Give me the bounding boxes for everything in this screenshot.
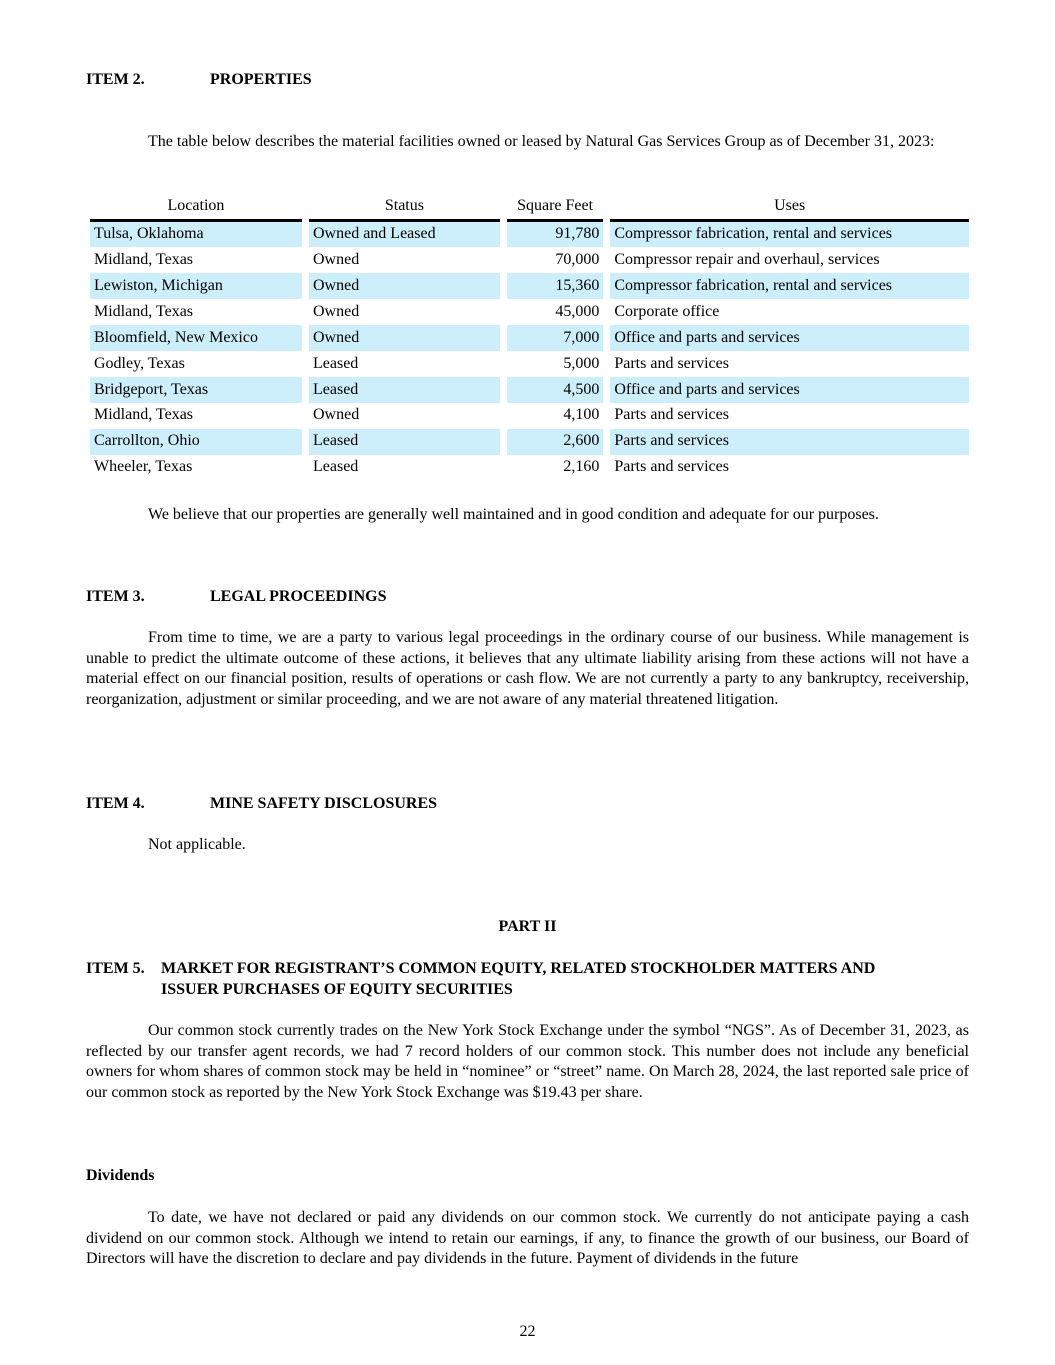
properties-table: [90, 196, 969, 481]
cell-square-feet: 2,600: [507, 429, 603, 455]
cell-status: Leased: [312, 458, 359, 476]
cell-uses: Office and parts and services: [610, 325, 969, 351]
item5-title-line1: MARKET FOR REGISTRANT’S COMMON EQUITY, RELATED STOCKHOLDER MATTERS AND: [161, 960, 876, 977]
header-location: Location: [90, 196, 302, 222]
cell-square-feet: 7,000: [507, 325, 603, 351]
cell-location: Carrollton, Ohio: [90, 429, 302, 455]
table-row: [90, 222, 969, 248]
table-row: [90, 403, 969, 429]
cell-square-feet: 4,100: [563, 406, 600, 424]
cell-uses: Compressor repair and overhaul, services: [614, 251, 880, 269]
cell-status: Owned: [309, 273, 500, 299]
item3-title: LEGAL PROCEEDINGS: [210, 588, 387, 605]
cell-location: Tulsa, Oklahoma: [90, 222, 302, 248]
cell-location: Bloomfield, New Mexico: [90, 325, 302, 351]
item3-number: ITEM 3.: [86, 588, 145, 605]
cell-uses: Office and parts and services: [610, 377, 969, 403]
cell-uses: Corporate office: [614, 302, 720, 320]
cell-location: Wheeler, Texas: [94, 458, 193, 476]
cell-location: Midland, Texas: [94, 251, 194, 269]
table-row: [90, 299, 969, 325]
item4-heading: [86, 794, 437, 815]
cell-uses: Compressor fabrication, rental and services: [610, 222, 969, 248]
dividends-body: To date, we have not declared or paid any dividends on our common stock. We currently do not anticipate paying a cash dividend on our common stock. Although we intend to retain our earnings, if any, to finance the growth of our business, our Board of Directors will have the discretion to declare and pay dividends in the future. Payment of dividends in the future: [86, 1209, 969, 1268]
cell-uses: Compressor fabrication, rental and services: [610, 273, 969, 299]
cell-location: Lewiston, Michigan: [90, 273, 302, 299]
item5-number: ITEM 5.: [86, 960, 145, 977]
item4-body: Not applicable.: [148, 836, 246, 853]
table-row: [90, 247, 969, 273]
table-row: [90, 455, 969, 481]
cell-status: Leased: [312, 354, 359, 372]
cell-status: Owned: [312, 406, 360, 424]
cell-uses: Parts and services: [610, 429, 969, 455]
cell-square-feet: 45,000: [555, 302, 600, 320]
item2-closing: We believe that our properties are generally well maintained and in good condition and adequate for our purposes.: [148, 506, 879, 523]
cell-location: Godley, Texas: [94, 354, 185, 372]
item2-number: ITEM 2.: [86, 71, 145, 88]
cell-location: Midland, Texas: [94, 302, 194, 320]
part2-title: PART II: [498, 918, 557, 935]
cell-status: Leased: [309, 377, 500, 403]
item2-intro: The table below describes the material facilities owned or leased by Natural Gas Services Group as of December 31, 2023:: [148, 133, 935, 150]
item3-heading: [86, 587, 386, 608]
item4-title: MINE SAFETY DISCLOSURES: [210, 795, 438, 812]
cell-square-feet: 91,780: [507, 222, 603, 248]
cell-status: Owned: [309, 325, 500, 351]
item5-title-line2: ISSUER PURCHASES OF EQUITY SECURITIES: [161, 981, 513, 998]
item2-title: PROPERTIES: [210, 71, 312, 88]
cell-status: Owned: [312, 251, 360, 269]
item4-number: ITEM 4.: [86, 795, 145, 812]
cell-square-feet: 15,360: [507, 273, 603, 299]
table-row: [90, 351, 969, 377]
cell-status: Owned: [312, 302, 360, 320]
table-row: [90, 273, 969, 299]
cell-status: Leased: [309, 429, 500, 455]
table-row: [90, 325, 969, 351]
cell-uses: Parts and services: [614, 406, 729, 424]
item3-body: From time to time, we are a party to various legal proceedings in the ordinary course of our business. While management is unable to predict the ultimate outcome of these actions, it believes that any ultimate liability arising from these actions will not have a material effect on our financial position, results of operations or cash flow. We are not currently a party to any bankruptcy, receivership, reorganization, adjustment or similar proceeding, and we are not aware of any material threatened litigation.: [86, 629, 969, 708]
item5-heading: [86, 959, 875, 980]
page-number: 22: [519, 1323, 536, 1340]
table-header-row: [90, 196, 969, 222]
cell-square-feet: 70,000: [555, 251, 600, 269]
item2-heading: [86, 70, 312, 91]
cell-location: Midland, Texas: [94, 406, 194, 424]
cell-uses: Parts and services: [614, 458, 729, 476]
cell-square-feet: 2,160: [563, 458, 600, 476]
cell-location: Bridgeport, Texas: [90, 377, 302, 403]
cell-square-feet: 5,000: [563, 354, 600, 372]
cell-square-feet: 4,500: [507, 377, 603, 403]
cell-uses: Parts and services: [614, 354, 729, 372]
item5-body: Our common stock currently trades on the New York Stock Exchange under the symbol “NGS”. As of December 31, 2023, as reflected by our transfer agent records, we had 7 record holders of our common stock. This number does not include any beneficial owners for whom shares of common stock may be held in “nominee” or “street” name. On March 28, 2024, the last reported sale price of our common stock as reported by the New York Stock Exchange was $19.43 per share.: [86, 1022, 969, 1101]
dividends-heading: Dividends: [86, 1167, 155, 1184]
header-uses: Uses: [610, 196, 969, 222]
cell-status: Owned and Leased: [309, 222, 500, 248]
table-row: [90, 377, 969, 403]
header-square-feet: Square Feet: [507, 196, 603, 222]
table-row: [90, 429, 969, 455]
header-status: Status: [309, 196, 500, 222]
